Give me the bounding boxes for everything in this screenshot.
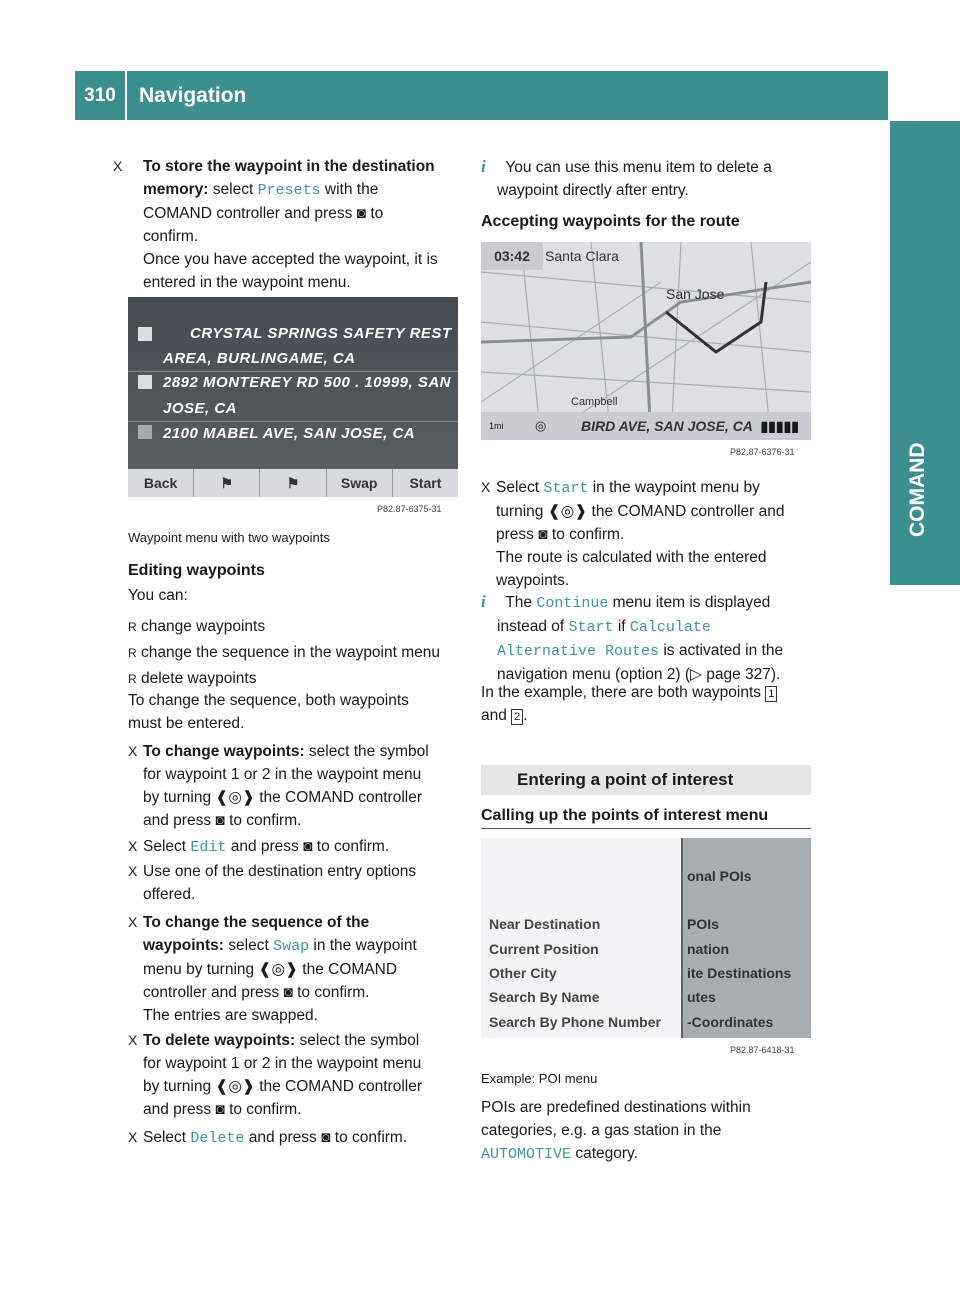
text: to confirm. [297,984,370,1001]
menu-item-favorite-destinations[interactable]: ite Destinations [687,965,792,981]
text: and press [143,1101,212,1118]
text: Select [143,838,191,855]
text: menu item is displayed [608,594,771,611]
waypoint-2-button[interactable]: ⚑ [260,469,326,497]
waypoint-1-button[interactable]: ⚑ [194,469,260,497]
step-arrow-icon: X [128,863,138,879]
text: for waypoint 1 or 2 in the waypoint menu [143,766,422,783]
info-icon: i [481,592,486,611]
text: COMAND controller and press [143,205,353,222]
map-roads [481,242,811,440]
route-map-screenshot [481,242,811,440]
text: the COMAND controller and [591,503,785,520]
step-bold: To delete waypoints: [143,1032,296,1049]
text: and press [244,1129,317,1146]
text: and [481,707,507,724]
waypoint-row-2: 2892 MONTEREY RD 500 . 10999, SAN [163,374,452,391]
text: waypoints. [496,572,570,589]
map-label-city: Campbell [571,396,618,408]
text: offered. [143,886,196,903]
step-use-options [128,860,468,906]
step-delete-waypoints [128,1029,468,1121]
step-bold: waypoints: [143,937,224,954]
menu-item-near-destination[interactable]: Near Destination [489,916,601,932]
text: category. [571,1145,638,1162]
figure-caption: Waypoint menu with two waypoints [128,530,330,545]
divider [128,421,458,422]
page-header [75,71,888,120]
text: and press [226,838,299,855]
list-item: change the sequence in the waypoint menu [140,644,441,661]
poi-description [481,1096,821,1166]
text: POIs are predefined destinations within [481,1099,751,1116]
text: You can: [128,587,188,604]
menu-item-coordinates[interactable]: -Coordinates [687,1014,774,1030]
controller-press-icon: ◙ [538,526,548,543]
step-bold: To change waypoints: [143,743,305,760]
side-tab-label: COMAND [906,442,929,538]
controller-turn-icon: ❰◎❱ [547,503,588,520]
menu-item-search-by-phone[interactable]: Search By Phone Number [489,1014,661,1030]
text: to confirm. [229,812,302,829]
text: to confirm. [316,838,390,855]
clock: 03:42 [481,242,543,270]
text: instead of [497,618,569,635]
waypoint-menu-buttons [128,469,458,497]
map-scale: 1mi [489,421,504,431]
step-select-start [481,476,821,592]
divider [481,828,811,829]
text: in the waypoint menu by [588,479,760,496]
waypoint-row-1b: AREA, BURLINGAME, CA [163,350,356,367]
text: confirm. [143,228,199,245]
step-arrow-icon: X [128,914,138,930]
controller-press-icon: ◙ [321,1129,331,1146]
menu-item-calculate: Calculate [629,619,711,636]
info-continue [481,590,821,686]
menu-item-search-by-name[interactable]: Search By Name [489,989,600,1005]
text: press [496,526,534,543]
text: Select [143,1129,191,1146]
menu-item-pois[interactable]: POIs [687,916,719,932]
text: Select [496,479,544,496]
step-select-edit [128,835,468,859]
figure-id: P82.87-6376-31 [730,447,795,457]
menu-item-alternative-routes: Alternative Routes [497,643,660,660]
text: by turning [143,1078,212,1095]
text: and press [143,812,212,829]
waypoint-1-icon [138,327,152,341]
section-title-accepting: Accepting waypoints for the route [481,213,740,230]
controller-press-icon: ◙ [303,838,313,855]
text: select the symbol [295,1032,420,1049]
map-label-city: San Jose [666,286,725,302]
destination-row: 2100 MABEL AVE, SAN JOSE, CA [163,425,416,442]
text: the COMAND controller [259,1078,422,1095]
bullet-list [128,615,468,691]
text: The entries are swapped. [143,1007,318,1024]
section-heading-bar [481,765,811,795]
poi-right-panel [683,838,811,1038]
sequence-note [128,689,409,735]
text: Once you have accepted the waypoint, it is [143,251,438,268]
step-bold: To change the sequence of the [143,914,370,931]
menu-item-edit: Edit [190,839,227,856]
section-title-poi: Entering a point of interest [517,770,734,789]
text: Use one of the destination entry options [143,863,417,880]
page-reference: navigation menu (option 2) (▷ page 327). [497,666,781,683]
menu-item-destination[interactable]: nation [687,941,729,957]
menu-item-start: Start [568,619,614,636]
page-number: 310 [75,71,127,120]
menu-item-current-position[interactable]: Current Position [489,941,599,957]
step-change-waypoints [128,740,468,832]
bullet-icon: R [128,620,137,634]
step-store-waypoint [113,155,468,294]
info-delete [481,155,821,202]
menu-item-delete: Delete [190,1130,245,1147]
text: controller and press [143,984,280,1001]
menu-item-personal-pois[interactable]: onal POIs [687,868,752,884]
text: select [208,181,258,198]
controller-turn-icon: ❰◎❱ [215,789,255,806]
waypoint-2-key: 2 [511,709,523,725]
waypoint-2-icon [138,375,152,389]
text: to confirm. [334,1129,408,1146]
figure-caption: Example: POI menu [481,1071,598,1086]
step-arrow-icon: X [128,743,138,759]
figure-id: P82.87-6375-31 [377,504,442,514]
controller-press-icon: ◙ [356,205,367,222]
poi-left-panel [481,838,683,1038]
signal-strength-icon: ▮▮▮▮▮ [760,417,799,434]
info-icon: i [481,157,486,176]
current-street: BIRD AVE, SAN JOSE, CA [581,418,753,434]
bullet-icon: R [128,646,137,660]
text: the COMAND [302,961,398,978]
back-button[interactable]: Back [128,469,194,497]
text: is activated in the [659,642,784,659]
text: select [223,937,274,954]
controller-press-icon: ◙ [215,812,225,829]
text: to confirm. [551,526,625,543]
waypoint-row-2b: JOSE, CA [163,400,238,417]
text: to [370,205,384,222]
category-automotive: AUTOMOTIVE [481,1146,572,1163]
text: to confirm. [229,1101,302,1118]
menu-item-start: Start [543,480,589,497]
start-button[interactable]: Start [409,475,442,491]
controller-turn-icon: ❰◎❱ [258,961,298,978]
step-arrow-icon: X [113,158,123,174]
figure-id: P82.87-6418-31 [730,1045,795,1055]
text: by turning [143,789,212,806]
controller-press-icon: ◙ [283,984,293,1001]
swap-button[interactable]: Swap [327,469,393,497]
step-arrow-icon: X [128,838,138,854]
text: the COMAND controller [259,789,422,806]
controller-turn-icon: ❰◎❱ [215,1078,255,1095]
menu-item-swap: Swap [273,938,310,955]
text: must be entered. [128,715,245,732]
compass-icon: ◎ [535,418,547,433]
text: menu by turning [143,961,255,978]
list-item: delete waypoints [140,670,257,687]
text: select the symbol [304,743,429,760]
example-waypoints: In the example, there are both waypoints 1 and 2 . [481,681,821,727]
step-arrow-icon: X [128,1129,138,1145]
text: categories, e.g. a gas station in the [481,1122,722,1139]
text: You can use this menu item to delete a [505,159,772,176]
text: in the waypoint [309,937,417,954]
map-status-bar [481,412,811,440]
menu-item-presets: Presets [257,182,321,199]
poi-menu-screenshot [481,838,811,1038]
step-bold: To store the waypoint in the destination memory: [143,158,435,198]
text: for waypoint 1 or 2 in the waypoint menu [143,1055,422,1072]
menu-item-other-city[interactable]: Other City [489,965,557,981]
menu-item-continue: Continue [536,595,609,612]
map-label-city: Santa Clara [545,248,619,264]
text: The [505,594,537,611]
step-arrow-icon: X [128,1032,138,1048]
text: To change the sequence, both waypoints [128,692,409,709]
text: waypoint directly after entry. [497,182,689,199]
waypoint-1-key: 1 [765,686,777,702]
waypoint-menu-screenshot [128,297,458,497]
text: entered in the waypoint menu. [143,274,351,291]
controller-press-icon: ◙ [215,1101,225,1118]
list-item: change waypoints [140,618,266,635]
divider [128,371,458,372]
section-title-editing: Editing waypoints [128,562,265,579]
destination-flag-icon [138,425,152,439]
subsection-title: Calling up the points of interest menu [481,807,769,824]
text: turning [496,503,544,520]
text: In the example, there are both waypoints [481,684,762,701]
step-select-delete [128,1126,468,1150]
chapter-title: Navigation [139,83,247,107]
step-change-sequence [128,911,468,1027]
waypoint-row-1: CRYSTAL SPRINGS SAFETY REST [190,325,452,342]
text: The route is calculated with the entered [496,549,767,566]
menu-item-routes[interactable]: utes [687,989,716,1005]
text: if [613,618,630,635]
bullet-icon: R [128,672,137,686]
step-arrow-icon: X [481,479,491,495]
text: with the [320,181,379,198]
